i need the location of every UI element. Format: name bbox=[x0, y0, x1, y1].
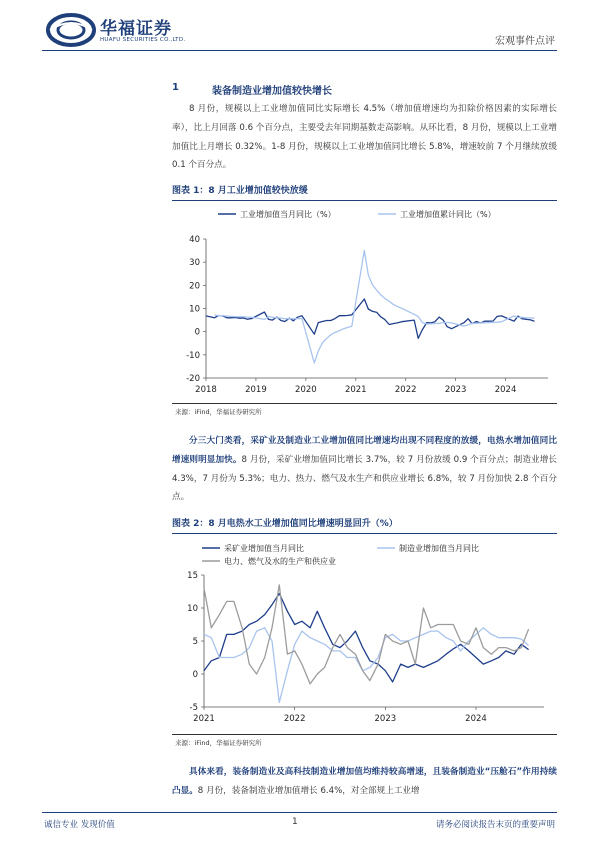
document-type: 宏观事件点评 bbox=[495, 36, 555, 47]
fig2-ytick-label-1: 10 bbox=[187, 604, 198, 614]
fig2-legend-label-2: 制造业增加值当月同比 bbox=[399, 544, 479, 553]
paragraph-2-lead: 分三大门类看，采矿业及制造业工业增加值同比增速均出现不同程度的放缓，电热水增加值同比增速则明显加快。 bbox=[172, 436, 557, 465]
fig2-ytick-label-0: 15 bbox=[187, 571, 198, 581]
header-rule bbox=[42, 50, 557, 51]
fig2-ytick-label-3: 0 bbox=[192, 670, 198, 680]
fig1-series-line-1 bbox=[206, 299, 535, 338]
fig1-xtick-label-1: 2019 bbox=[245, 385, 267, 395]
fig2-xtick-label-0: 2021 bbox=[193, 714, 215, 724]
paragraph-3-lead: 具体来看，装备制造业及高科技制造业增加值均维持较高增速，且装备制造业“压舱石”作用持续凸显。 bbox=[172, 767, 557, 796]
fig1-ytick-label-3: 10 bbox=[189, 304, 200, 315]
fig2-xtick-label-1: 2022 bbox=[283, 714, 306, 724]
fig1-ytick-label-1: 30 bbox=[189, 258, 200, 269]
section-number: 1 bbox=[172, 82, 179, 93]
figure1-title: 图表 1：8 月工业增加值较快放缓 bbox=[172, 186, 308, 196]
fig1-ytick-label-4: 0 bbox=[194, 327, 200, 338]
huafu-logo-icon bbox=[46, 12, 96, 48]
fig1-legend-label-1: 工业增加值当月同比（%） bbox=[240, 210, 336, 219]
fig2-ytick-label-2: 5 bbox=[192, 637, 198, 647]
figure1-chart bbox=[172, 203, 557, 403]
footer-rule bbox=[42, 812, 557, 813]
paragraph-2-body: 8 月份，采矿业增加值同比增长 3.7%，较 7 月份放缓 0.9 个百分点；制造业增长 4.3%，7 月份为 5.3%；电力、热力、燃气及水生产和供应业增长 6.8%，较 7 月份加快 2.8 个百分点。 bbox=[172, 454, 557, 503]
footer-slogan: 诚信专业 发现价值 bbox=[44, 820, 115, 830]
fig2-xtick-label-3: 2024 bbox=[465, 714, 487, 724]
figure1-top-rule bbox=[172, 200, 557, 201]
figure1-bottom-rule bbox=[172, 403, 557, 404]
fig1-xtick-label-5: 2023 bbox=[444, 385, 467, 395]
figure2-bottom-rule bbox=[172, 734, 557, 735]
paragraph-2 bbox=[172, 432, 557, 507]
paragraph-3-body: 8 月份，装备制造业增加值增长 6.4%，对全部规上工业增 bbox=[197, 785, 420, 796]
fig2-legend-label-3: 电力、燃气及水的生产和供应业 bbox=[224, 557, 336, 566]
fig2-xtick-label-2: 2023 bbox=[374, 714, 397, 724]
fig1-xtick-label-6: 2024 bbox=[494, 385, 517, 395]
fig1-ytick-label-5: -10 bbox=[186, 350, 200, 361]
fig1-ytick-label-6: -20 bbox=[186, 374, 200, 384]
fig1-legend-label-2: 工业增加值累计同比（%） bbox=[400, 210, 496, 219]
fig1-series-line-2 bbox=[215, 250, 535, 363]
figure1-source: 来源：iFind，华福证券研究所 bbox=[175, 408, 262, 416]
fig2-legend-label-1: 采矿业增加值当月同比 bbox=[224, 544, 304, 553]
paragraph-3 bbox=[172, 763, 557, 801]
fig1-xtick-label-4: 2022 bbox=[394, 385, 417, 395]
page-number: 1 bbox=[292, 817, 298, 827]
figure2-top-rule bbox=[172, 533, 557, 534]
company-subtitle: HUAFU SECURITIES CO.,LTD. bbox=[100, 37, 186, 43]
fig2-ytick-label-4: -5 bbox=[189, 703, 198, 713]
fig1-ytick-label-0: 40 bbox=[189, 235, 200, 245]
fig1-ytick-label-2: 20 bbox=[189, 281, 200, 292]
paragraph-1: 8 月份，规模以上工业增加值同比实际增长 4.5%（增加值增速均为扣除价格因素的实际增长率），比上月回落 0.6 个百分点，主要受去年同期基数走高影响。从环比看，8 月份，规模以上工业增加值比上月增长 0.32%。1-8 月份，规模以上工业增加值同比增长 5.8%，增速较前 7 个月继续放缓 0.1 个百分点。 bbox=[172, 104, 557, 171]
figure2-source: 来源：iFind，华福证券研究所 bbox=[175, 739, 262, 747]
figure2-title: 图表 2：8 月电热水工业增加值同比增速明显回升（%） bbox=[172, 519, 398, 529]
company-name: 华福证券 bbox=[100, 19, 172, 39]
fig1-xtick-label-3: 2021 bbox=[344, 385, 367, 395]
fig1-xtick-label-2: 2020 bbox=[295, 385, 317, 395]
fig1-xtick-label-0: 2018 bbox=[195, 385, 217, 395]
section-title: 装备制造业增加值较快增长 bbox=[212, 86, 332, 97]
figure2-chart bbox=[172, 536, 557, 733]
footer-disclaimer: 请务必阅读报告末页的重要声明 bbox=[435, 820, 555, 830]
